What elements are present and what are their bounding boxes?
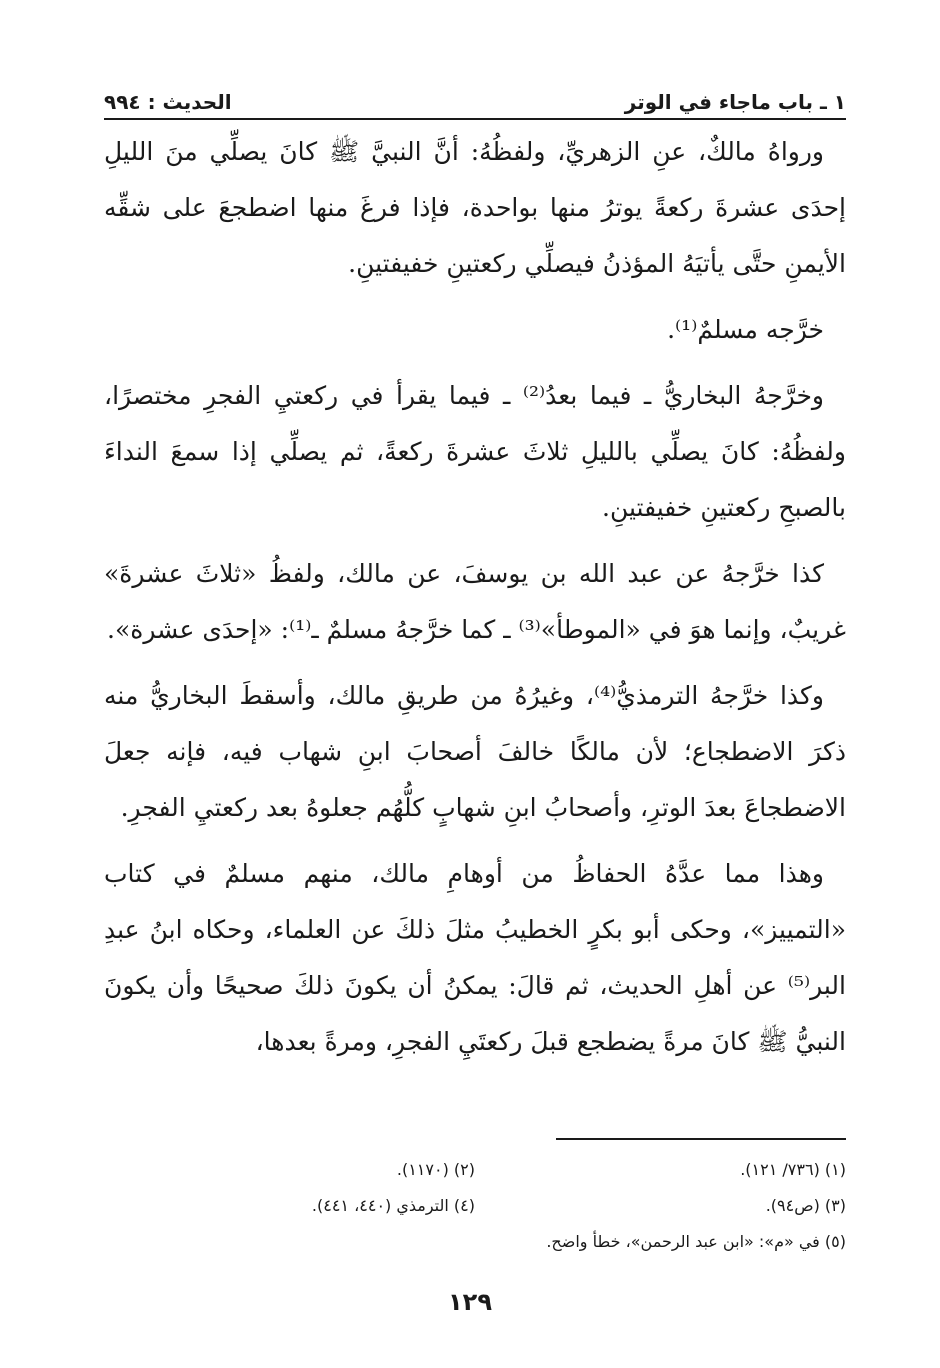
paragraph: كذا خرَّجهُ عن عبد الله بن يوسفَ، عن مالك، ولفظُ «ثلاثَ عشرةَ» غريبٌ، وإنما هوَ في «الموطأ»⁽³⁾ ـ كما خرَّجهُ مسلمٌ ـ⁽¹⁾: «إحدَى عشرة». — [104, 559, 846, 644]
running-header — [104, 80, 846, 120]
footnote-3: (٣) (ص٩٤). — [765, 1196, 846, 1215]
footnote-2: (٢) (١١٧٠). — [396, 1160, 475, 1179]
page-number: ١٢٩ — [448, 1288, 492, 1316]
paragraph: وكذا خرَّجهُ الترمذيُّ⁽⁴⁾، وغيرُهُ من طريقِ مالك، وأسقطَ البخاريُّ منه ذكرَ الاضطجاع؛ لأن مالكًا خالفَ أصحابَ ابنِ شهاب فيه، فإنه جعلَ الاضطجاعَ بعدَ الوترِ، وأصحابُ ابنِ شهابٍ كلُّهُم جعلوهُ بعد ركعتيِ الفجرِ. — [104, 681, 847, 822]
footnote-row — [104, 1188, 846, 1224]
footnote-4: (٤) الترمذي (٤٤٠، ٤٤١). — [311, 1196, 475, 1215]
chapter-title: ١ ـ باب ماجاء في الوتر — [624, 90, 846, 114]
footnote-5: (٥) في «م»: «ابن عبد الرحمن»، خطأ واضح. — [546, 1232, 846, 1251]
paragraph: خرَّجه مسلمٌ⁽¹⁾. — [667, 315, 824, 344]
paragraph: وهذا مما عدَّهُ الحفاظُ من أوهامِ مالك، منهم مسلمٌ في كتاب «التمييز»، وحكى أبو بكرٍ الخطيبُ مثلَ ذلكَ عن العلماء، وحكاه ابنُ عبدِ البر⁽⁵⁾ عن أهلِ الحديث، ثم قالَ: يمكنُ أن يكونَ ذلكَ صحيحًا وأن يكونَ النبيُّ ﷺ كانَ مرةً يضطجع قبلَ ركعتَيِ الفجرِ، ومرةً بعدها، — [104, 859, 846, 1056]
footnote-divider — [556, 1138, 846, 1140]
footnotes — [104, 1152, 846, 1260]
footnote-1: (١) (٧٣٦/ ١٢١). — [740, 1160, 846, 1179]
footnote-row — [104, 1224, 846, 1260]
paragraph: ورواهُ مالكٌ، عنِ الزهريِّ، ولفظُهُ: أنَّ النبيَّ ﷺ كانَ يصلِّي منَ الليلِ إحدَى عشرةَ ركعةً يوترُ منها بواحدة، فإذا فرغَ منها اضطجعَ على شقِّه الأيمنِ حتَّى يأتيَهُ المؤذنُ فيصلِّي ركعتينِ خفيفتينِ. — [104, 137, 846, 278]
paragraph: وخرَّجهُ البخاريُّ ـ فيما بعدُ⁽²⁾ ـ فيما يقرأ في ركعتيِ الفجرِ مختصرًا، ولفظُهُ: كانَ يصلِّي بالليلِ ثلاثَ عشرةَ ركعةً، ثم يصلِّي إذا سمعَ النداءَ بالصبحِ ركعتينِ خفيفتينِ. — [104, 381, 846, 522]
hadith-number: الحديث : ٩٩٤ — [104, 90, 232, 114]
footnote-row — [104, 1152, 846, 1188]
main-text — [104, 124, 846, 1070]
